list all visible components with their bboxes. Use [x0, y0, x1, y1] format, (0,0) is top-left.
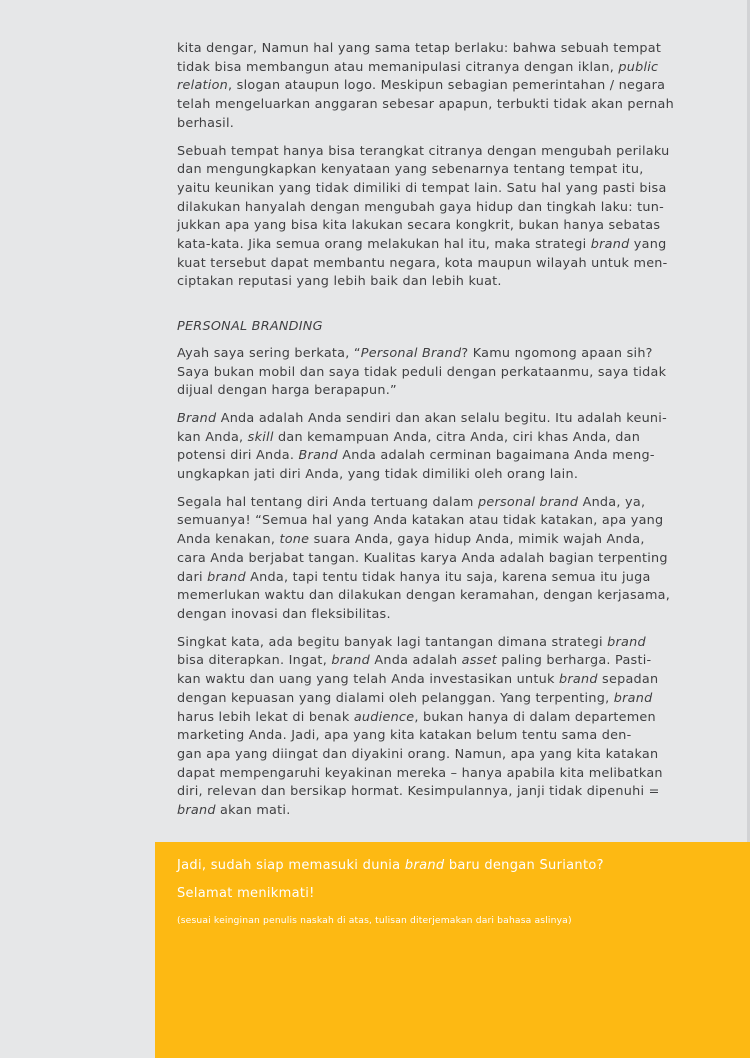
text-line — [177, 382, 667, 401]
closing-greeting — [177, 885, 737, 904]
italic-text: brand — [613, 690, 653, 706]
text-run: sepadan — [597, 672, 659, 688]
text-run: ciptakan reputasi yang lebih baik dan lebih kuat. — [177, 274, 502, 290]
text-run: Selamat menikmati! — [177, 885, 315, 901]
text-line — [177, 345, 667, 364]
italic-text: brand — [404, 858, 445, 873]
text-run: Saya bukan mobil dan saya tidak peduli dengan perkataanmu, saya tidak — [177, 364, 667, 380]
text-line — [177, 161, 667, 180]
text-line — [177, 466, 667, 485]
text-run: dapat mempengaruhi keyakinan mereka – hanya apabila kita melibatkan — [177, 765, 663, 781]
text-run: bisa diterapkan. Ingat, — [177, 653, 332, 669]
italic-text: Brand — [177, 410, 217, 426]
paragraph — [177, 345, 667, 401]
text-line — [177, 429, 667, 448]
italic-text: brand — [331, 653, 371, 669]
text-line — [177, 709, 667, 728]
text-run: potensi diri Anda. — [177, 448, 299, 464]
text-run: dari — [177, 569, 208, 585]
italic-text: public — [618, 59, 659, 75]
text-line — [177, 531, 667, 550]
text-run: cara Anda berjabat tangan. Kualitas karya Anda adalah bagian terpenting — [177, 550, 668, 566]
text-line — [177, 634, 667, 653]
paragraph — [177, 634, 667, 821]
text-line — [177, 273, 667, 292]
italic-text: brand — [590, 237, 630, 253]
text-run: dilakukan hanyalah dengan mengubah gaya hidup dan tingkah laku: tun- — [177, 199, 664, 215]
italic-text: Personal Brand — [360, 345, 462, 361]
text-run: kata-kata. Jika semua orang melakukan hal itu, maka strategi — [177, 237, 591, 253]
text-run: kita dengar, Namun hal yang sama tetap berlaku: bahwa sebuah tempat — [177, 41, 662, 56]
text-run: Anda, tapi tentu tidak hanya itu saja, karena semua itu juga — [245, 569, 651, 585]
text-line — [177, 569, 667, 588]
text-run: Anda kenakan, — [177, 532, 280, 548]
text-run: paling berharga. Pasti- — [496, 653, 652, 669]
text-run: memerlukan waktu dan dilakukan dengan keramahan, dengan kerjasama, — [177, 588, 671, 604]
italic-text: audience — [353, 709, 415, 725]
text-line — [177, 96, 674, 115]
italic-text: brand — [207, 569, 246, 585]
text-line — [177, 652, 667, 671]
closing-question — [177, 857, 737, 876]
text-run: dan kemampuan Anda, citra Anda, ciri khas Anda, dan — [273, 429, 641, 445]
text-line — [177, 671, 667, 690]
text-line — [177, 217, 667, 236]
italic-text: tone — [279, 532, 310, 548]
text-line — [177, 690, 667, 709]
text-run: akan mati. — [215, 803, 291, 819]
text-run: Anda adalah Anda sendiri dan akan selalu begitu. Itu adalah keuni- — [216, 410, 667, 426]
text-run: Ayah saya sering berkata, “ — [177, 345, 361, 361]
text-run: ungkapkan jati diri Anda, yang tidak dimiliki oleh orang lain. — [177, 467, 579, 483]
text-run: Sebuah tempat hanya bisa terangkat citranya dengan mengubah perilaku — [177, 143, 670, 159]
text-line — [177, 255, 667, 274]
text-line — [177, 40, 667, 59]
text-line — [177, 199, 667, 218]
italic-text: PERSONAL BRANDING — [177, 319, 323, 335]
text-run: dijual dengan harga berapapun.” — [177, 383, 397, 399]
italic-text: skill — [247, 429, 274, 445]
text-run: dengan inovasi dan fleksibilitas. — [177, 606, 391, 622]
paragraph — [177, 40, 674, 134]
text-run: , slogan ataupun logo. Meskipun sebagian pemerintahan / negara — [228, 78, 666, 94]
text-run: Anda adalah — [370, 653, 462, 669]
text-run: Segala hal tentang diri Anda tertuang dalam — [177, 494, 478, 510]
italic-text: Brand — [298, 448, 338, 464]
text-line — [177, 587, 671, 606]
text-line — [177, 783, 667, 802]
text-line — [177, 550, 667, 569]
translation-note — [177, 912, 737, 931]
text-line — [177, 512, 667, 531]
paragraph — [177, 494, 671, 625]
text-run: yang — [629, 237, 667, 253]
text-line — [177, 765, 667, 784]
text-run: harus lebih lekat di benak — [177, 709, 354, 725]
text-line — [177, 727, 667, 746]
text-run: Anda, ya, — [578, 494, 646, 510]
text-run: berhasil. — [177, 115, 235, 131]
text-run: gan apa yang diingat dan diyakini orang. Namun, apa yang kita katakan — [177, 746, 659, 762]
text-run: kan Anda, — [177, 429, 248, 445]
text-run: yaitu keunikan yang tidak dimiliki di tempat lain. Satu hal yang pasti bisa — [177, 180, 667, 196]
section-heading — [177, 318, 667, 337]
paragraph — [177, 410, 667, 485]
text-run: tidak bisa membangun atau memanipulasi citranya dengan iklan, — [177, 59, 619, 75]
text-run: suara Anda, gaya hidup Anda, mimik wajah Anda, — [309, 532, 645, 548]
text-run: baru dengan Surianto? — [444, 858, 604, 873]
text-run: (sesuai keinginan penulis naskah di atas, tulisan diterjemakan dari bahasa aslinya) — [177, 915, 572, 927]
text-run: kuat tersebut dapat membantu negara, kota maupun wilayah untuk men- — [177, 255, 668, 271]
text-line — [177, 447, 667, 466]
text-line — [177, 180, 667, 199]
text-run: diri, relevan dan bersikap hormat. Kesimpulannya, janji tidak dipenuhi = — [177, 784, 660, 800]
article-body — [177, 40, 674, 830]
text-run: Anda adalah cerminan bagaimana Anda meng- — [337, 448, 655, 464]
text-line — [177, 236, 667, 255]
text-run: ? Kamu ngomong apaan sih? — [461, 345, 653, 361]
text-line — [177, 77, 667, 96]
italic-text: brand — [559, 672, 598, 688]
text-line — [177, 606, 667, 625]
paragraph — [177, 143, 670, 293]
text-line — [177, 318, 667, 337]
text-line — [177, 494, 667, 513]
text-run: dengan kepuasan yang dialami oleh pelanggan. Yang terpenting, — [177, 690, 614, 706]
text-run: semuanya! “Semua hal yang Anda katakan atau tidak katakan, apa yang — [177, 513, 664, 529]
text-line — [177, 115, 667, 134]
text-line — [177, 59, 667, 78]
text-run: jukkan apa yang bisa kita lakukan secara kongkrit, bukan hanya sebatas — [177, 218, 661, 234]
text-run: dan mengungkapkan kenyataan yang sebenarnya tentang tempat itu, — [177, 162, 644, 178]
text-line — [177, 364, 667, 383]
italic-text: asset — [461, 653, 497, 669]
text-run: marketing Anda. Jadi, apa yang kita katakan belum tentu sama den- — [177, 728, 632, 744]
text-run: kan waktu dan uang yang telah Anda investasikan untuk — [177, 672, 559, 688]
text-run: , bukan hanya di dalam departemen — [414, 709, 656, 725]
closing-panel-text — [177, 857, 737, 940]
text-run: Jadi, sudah siap memasuki dunia — [177, 858, 405, 873]
text-line — [177, 143, 670, 162]
italic-text: personal brand — [477, 494, 579, 510]
italic-text: brand — [177, 803, 216, 819]
text-line — [177, 410, 667, 429]
italic-text: relation — [177, 78, 229, 94]
text-run: telah mengeluarkan anggaran sebesar apapun, terbukti tidak akan pernah — [177, 97, 674, 113]
text-line — [177, 746, 667, 765]
text-run: Singkat kata, ada begitu banyak lagi tantangan dimana strategi — [177, 634, 608, 650]
italic-text: brand — [607, 634, 646, 650]
text-line — [177, 802, 667, 821]
